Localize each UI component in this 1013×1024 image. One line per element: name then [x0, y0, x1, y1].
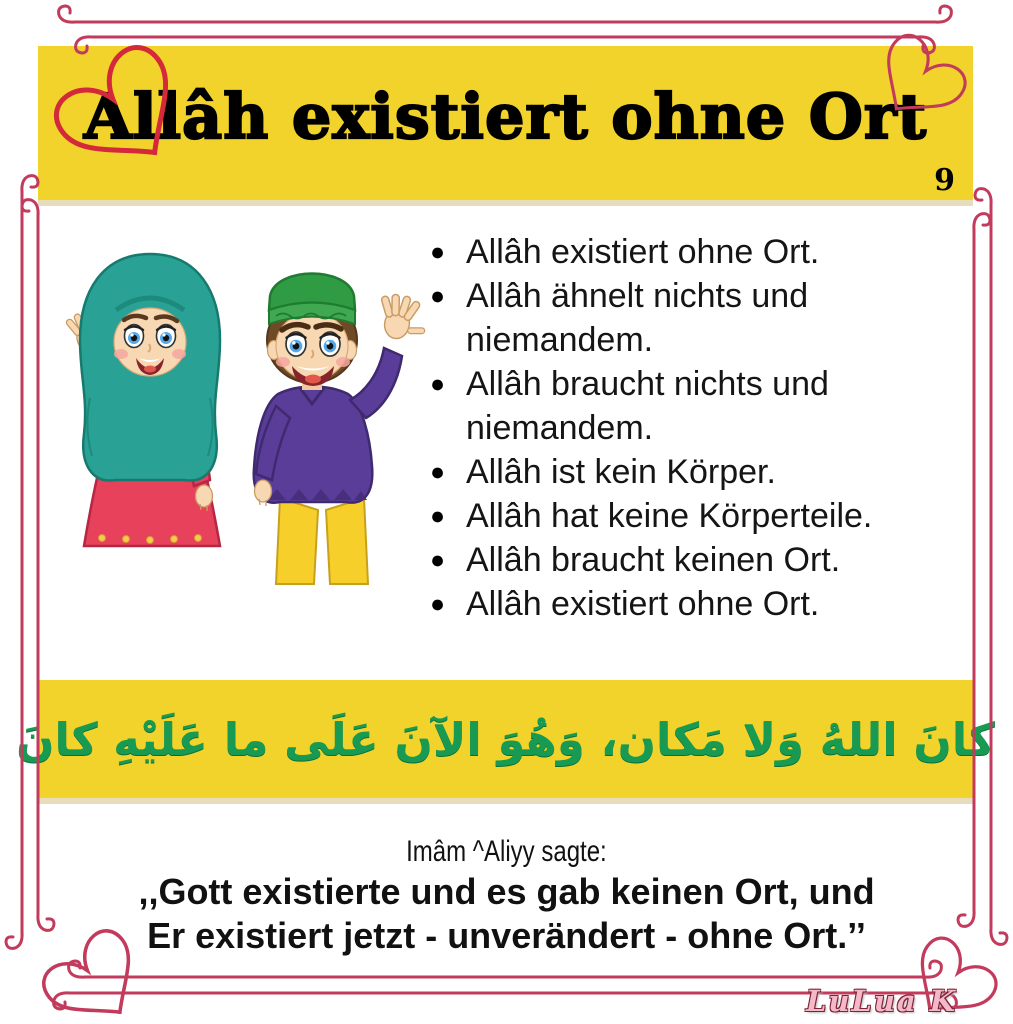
list-item: ● Allâh braucht keinen Ort. [428, 538, 983, 582]
list-item: ● Allâh ähnelt nichts und niemandem. [428, 274, 983, 362]
title-banner [38, 46, 973, 206]
children-illustration [50, 248, 435, 608]
arabic-quote: كانَ اللهُ وَلا مَكان، وَهُوَ الآنَ عَلَى ما عَلَيْهِ كانَ [16, 712, 995, 766]
list-item: ● Allâh existiert ohne Ort. [428, 230, 983, 274]
boy-waving-hand [374, 291, 430, 343]
quote-line-1: ,,Gott existierte und es gab keinen Ort, und [138, 871, 875, 912]
quote-block [0, 834, 1013, 958]
page-number: 9 [934, 163, 955, 198]
kufi-cap [269, 274, 355, 325]
quote-intro: Imâm ^Aliyy sagte: [406, 835, 607, 868]
list-item: ● Allâh existiert ohne Ort. [428, 582, 983, 626]
list-item: ● Allâh braucht nichts und niemandem. [428, 362, 983, 450]
girl-illustration [64, 254, 220, 546]
boy-illustration [254, 274, 431, 585]
quote-line-2: Er existiert jetzt - unverändert - ohne Ort.’’ [147, 915, 866, 956]
page-title: Allâh existiert ohne Ort [83, 79, 928, 153]
watermark-signature: LuLua K [805, 984, 957, 1018]
arabic-banner [16, 680, 995, 804]
bullet-list [428, 230, 983, 626]
list-item: ● Allâh ist kein Körper. [428, 450, 983, 494]
list-item: ● Allâh hat keine Körperteile. [428, 494, 983, 538]
